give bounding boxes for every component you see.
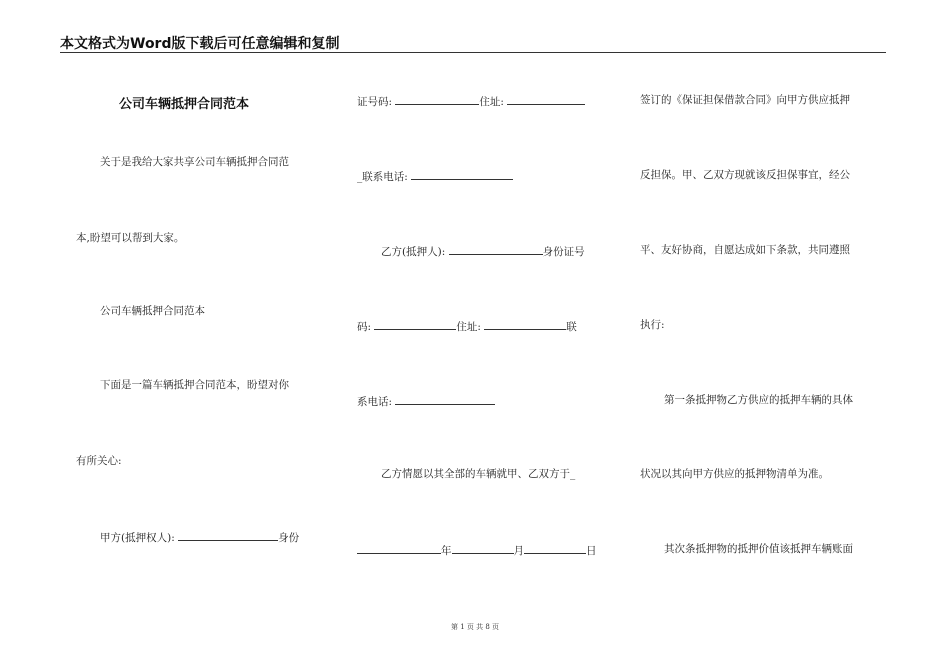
field-label: 系电话:	[357, 396, 393, 408]
fill-in-blank	[357, 542, 441, 554]
text-line: 其次条抵押物的抵押价值该抵押车辆账面	[664, 543, 853, 555]
field-label: 住址:	[456, 321, 481, 333]
page-footer: 第 1 页 共 8 页	[450, 623, 500, 631]
text-line: 公司车辆抵押合同范本	[100, 305, 205, 317]
text-line: 平、友好协商，自愿达成如下条款，共同遵照	[640, 244, 850, 256]
text-line: 下面是一篇车辆抵押合同范本，盼望对你	[100, 379, 289, 391]
text-line	[381, 243, 585, 259]
field-label: 乙方(抵押人):	[381, 246, 446, 258]
text-line: 第一条抵押物乙方供应的抵押车辆的具体	[664, 394, 853, 406]
header-divider	[60, 52, 886, 53]
field-label: 月	[513, 545, 524, 557]
field-label: 身份证号	[542, 246, 585, 258]
field-label: 日	[586, 545, 597, 557]
fill-in-blank	[178, 529, 278, 541]
field-label: 甲方(抵押权人):	[100, 532, 175, 544]
field-label: 年	[441, 545, 452, 557]
field-label: 证号码:	[357, 96, 393, 108]
text-line: 有所关心:	[76, 455, 122, 467]
fill-in-blank	[452, 542, 514, 554]
text-line: 反担保。甲、乙双方现就该反担保事宜，经公	[640, 169, 850, 181]
text-line: 本,盼望可以帮到大家。	[76, 232, 185, 244]
field-label: 身份	[278, 532, 300, 544]
text-line	[357, 168, 513, 184]
field-label: 住址:	[479, 96, 504, 108]
text-line	[100, 529, 299, 545]
text-line: 关于是我给大家共享公司车辆抵押合同范	[100, 156, 289, 168]
fill-in-blank	[411, 168, 513, 180]
text-line: 状况以其向甲方供应的抵押物清单为准。	[640, 468, 829, 480]
text-line	[357, 542, 597, 558]
fill-in-blank	[374, 318, 456, 330]
fill-in-blank	[395, 393, 495, 405]
field-label: 联	[566, 321, 577, 333]
fill-in-blank	[524, 542, 586, 554]
text-line: 签订的《保证担保借款合同》向甲方供应抵押	[640, 94, 850, 106]
header-title: 本文格式为Word版下载后可任意编辑和复制	[60, 36, 340, 52]
text-line	[357, 393, 495, 409]
fill-in-blank	[484, 318, 566, 330]
text-line	[357, 318, 577, 334]
field-label: 码:	[357, 321, 372, 333]
field-label: _联系电话:	[357, 171, 408, 183]
text-line: 乙方情愿以其全部的车辆就甲、乙双方于_	[381, 468, 576, 480]
text-line: 执行:	[640, 319, 665, 331]
text-line	[357, 93, 585, 109]
fill-in-blank	[395, 93, 479, 105]
fill-in-blank	[507, 93, 585, 105]
fill-in-blank	[449, 243, 543, 255]
document-title: 公司车辆抵押合同范本	[119, 97, 250, 112]
